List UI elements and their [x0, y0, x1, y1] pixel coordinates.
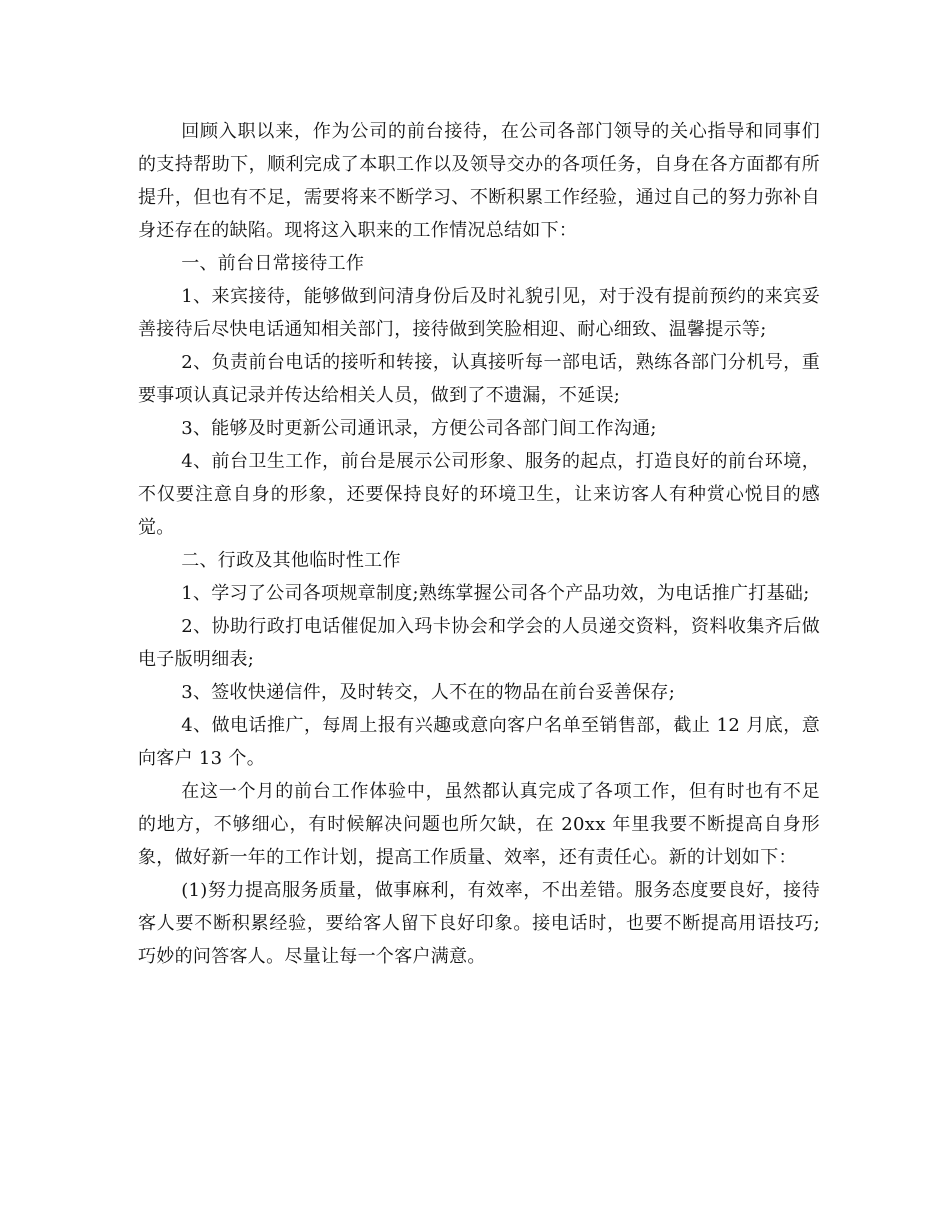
paragraph-reception-1: 1、来宾接待，能够做到问清身份后及时礼貌引见，对于没有提前预约的来宾妥善接待后尽快电话通知相关部门，接待做到笑脸相迎、耐心细致、温馨提示等;: [138, 286, 820, 340]
section-heading-admin: 二、行政及其他临时性工作: [181, 550, 401, 571]
document-body: [138, 115, 820, 973]
paragraph-admin-2: 2、协助行政打电话催促加入玛卡协会和学会的人员递交资料，资料收集齐后做电子版明细表;: [138, 616, 820, 670]
section-heading-reception: 一、前台日常接待工作: [181, 253, 365, 274]
paragraph-summary: 在这一个月的前台工作体验中，虽然都认真完成了各项工作，但有时也有不足的地方，不够细心，有时候解决问题也所欠缺，在 20xx 年里我要不断提高自身形象，做好新一年的工作计划，提高工作质量、效率，还有责任心。新的计划如下：: [138, 781, 820, 868]
paragraph-reception-3: 3、能够及时更新公司通讯录，方便公司各部门间工作沟通;: [181, 418, 657, 439]
paragraph-reception-2: 2、负责前台电话的接听和转接，认真接听每一部电话，熟练各部门分机号，重要事项认真记录并传达给相关人员，做到了不遗漏，不延误;: [138, 352, 820, 406]
paragraph-intro: 回顾入职以来，作为公司的前台接待，在公司各部门领导的关心指导和同事们的支持帮助下，顺利完成了本职工作以及领导交办的各项任务，自身在各方面都有所提升，但也有不足，需要将来不断学习、不断积累工作经验，通过自己的努力弥补自身还存在的缺陷。现将这入职来的工作情况总结如下：: [138, 121, 820, 241]
paragraph-reception-4: 4、前台卫生工作，前台是展示公司形象、服务的起点，打造良好的前台环境，不仅要注意自身的形象，还要保持良好的环境卫生，让来访客人有种赏心悦目的感觉。: [138, 451, 820, 538]
paragraph-admin-4: 4、做电话推广，每周上报有兴趣或意向客户名单至销售部，截止 12 月底，意向客户 13 个。: [138, 715, 820, 769]
paragraph-admin-1: 1、学习了公司各项规章制度;熟练掌握公司各个产品功效，为电话推广打基础;: [181, 583, 810, 604]
paragraph-admin-3: 3、签收快递信件，及时转交，人不在的物品在前台妥善保存;: [181, 682, 676, 703]
paragraph-plan-1: (1)努力提高服务质量，做事麻利，有效率，不出差错。服务态度要良好，接待客人要不断积累经验，要给客人留下良好印象。接电话时，也要不断提高用语技巧;巧妙的问答客人。尽量让每一个客户满意。: [138, 880, 820, 967]
